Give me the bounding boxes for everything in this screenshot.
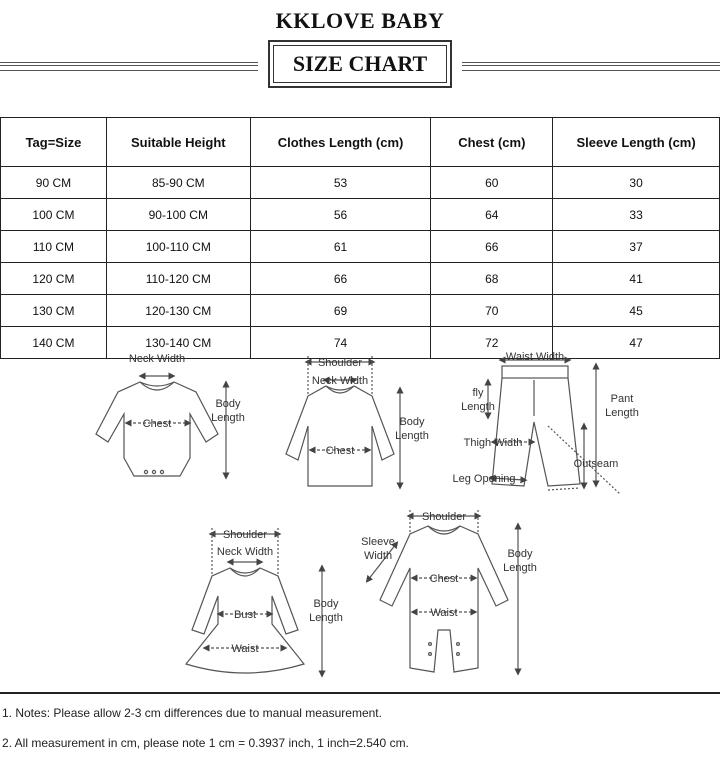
label-body: Body: [215, 398, 241, 410]
label-fly: fly: [472, 387, 484, 399]
label-sleeve: Sleeve: [361, 536, 395, 548]
cell-chest: 72: [431, 327, 553, 359]
label-neck-width: Neck Width: [311, 375, 369, 387]
table-row: [1, 263, 720, 295]
label-pant-length: Length: [605, 407, 639, 419]
cell-chest: 60: [431, 167, 553, 199]
header-clothes-length: Clothes Length (cm): [250, 118, 431, 167]
cell-sleeve-length: 37: [553, 231, 720, 263]
label-length: Length: [309, 612, 343, 624]
label-body: Body: [507, 548, 533, 560]
size-table: [0, 117, 720, 359]
cell-chest: 68: [431, 263, 553, 295]
cell-height: 100-110 CM: [106, 231, 250, 263]
cell-sleeve-length: 47: [553, 327, 720, 359]
measurement-diagrams: [0, 346, 720, 692]
label-waist: Waist: [430, 607, 458, 619]
table-row: [1, 295, 720, 327]
label-chest: Chest: [429, 573, 459, 585]
cell-tag-size: 130 CM: [1, 295, 107, 327]
label-leg-opening: Leg Opening: [452, 473, 516, 485]
cell-height: 130-140 CM: [106, 327, 250, 359]
cell-tag-size: 120 CM: [1, 263, 107, 295]
cell-sleeve-length: 45: [553, 295, 720, 327]
table-row: [1, 199, 720, 231]
label-outseam: Outseam: [573, 458, 619, 470]
label-waist: Waist: [231, 643, 259, 655]
table-row: [1, 167, 720, 199]
divider: [0, 692, 720, 694]
brand-title: KKLOVE BABY: [275, 8, 445, 33]
table-header-row: [1, 118, 720, 167]
label-sleeve-width: Width: [363, 550, 393, 562]
label-length: Length: [503, 562, 537, 574]
cell-clothes-length: 69: [250, 295, 431, 327]
cell-clothes-length: 66: [250, 263, 431, 295]
label-chest: Chest: [142, 418, 172, 430]
note-1: 1. Notes: Please allow 2-3 cm differences due to manual measurement.: [2, 706, 382, 720]
cell-clothes-length: 74: [250, 327, 431, 359]
cell-clothes-length: 56: [250, 199, 431, 231]
note-2: 2. All measurement in cm, please note 1 cm = 0.3937 inch, 1 inch=2.540 cm.: [2, 736, 409, 750]
label-shoulder: Shoulder: [421, 511, 467, 523]
label-length: Length: [395, 430, 429, 442]
romper-illustration: [368, 510, 518, 672]
label-waist-width: Waist Width: [505, 351, 565, 363]
header-chest: Chest (cm): [431, 118, 553, 167]
garment-illustrations: [0, 346, 720, 692]
cell-tag-size: 110 CM: [1, 231, 107, 263]
decorative-lines-right: [462, 62, 720, 71]
label-chest: Chest: [325, 445, 355, 457]
cell-chest: 64: [431, 199, 553, 231]
cell-tag-size: 140 CM: [1, 327, 107, 359]
label-bust: Bust: [233, 609, 257, 621]
label-neck-width: Neck Width: [128, 353, 186, 365]
label-shoulder: Shoulder: [222, 529, 268, 541]
title-row: [0, 40, 720, 90]
decorative-lines-left: [0, 62, 258, 71]
cell-tag-size: 100 CM: [1, 199, 107, 231]
cell-height: 110-120 CM: [106, 263, 250, 295]
cell-sleeve-length: 30: [553, 167, 720, 199]
label-body: Body: [399, 416, 425, 428]
label-neck-width: Neck Width: [216, 546, 274, 558]
cell-clothes-length: 53: [250, 167, 431, 199]
label-length: Length: [211, 412, 245, 424]
label-fly-length: Length: [461, 401, 495, 413]
cell-clothes-length: 61: [250, 231, 431, 263]
label-pant: Pant: [610, 393, 634, 405]
table-row: [1, 231, 720, 263]
size-chart-title: SIZE CHART: [268, 40, 452, 88]
label-body: Body: [313, 598, 339, 610]
header-tag-size: Tag=Size: [1, 118, 107, 167]
label-thigh-width: Thigh Width: [463, 437, 523, 449]
cell-tag-size: 90 CM: [1, 167, 107, 199]
cell-height: 120-130 CM: [106, 295, 250, 327]
cell-sleeve-length: 41: [553, 263, 720, 295]
header-sleeve-length: Sleeve Length (cm): [553, 118, 720, 167]
cell-chest: 70: [431, 295, 553, 327]
cell-height: 85-90 CM: [106, 167, 250, 199]
cell-height: 90-100 CM: [106, 199, 250, 231]
label-shoulder: Shoulder: [317, 357, 363, 369]
cell-chest: 66: [431, 231, 553, 263]
header-suitable-height: Suitable Height: [106, 118, 250, 167]
cell-sleeve-length: 33: [553, 199, 720, 231]
